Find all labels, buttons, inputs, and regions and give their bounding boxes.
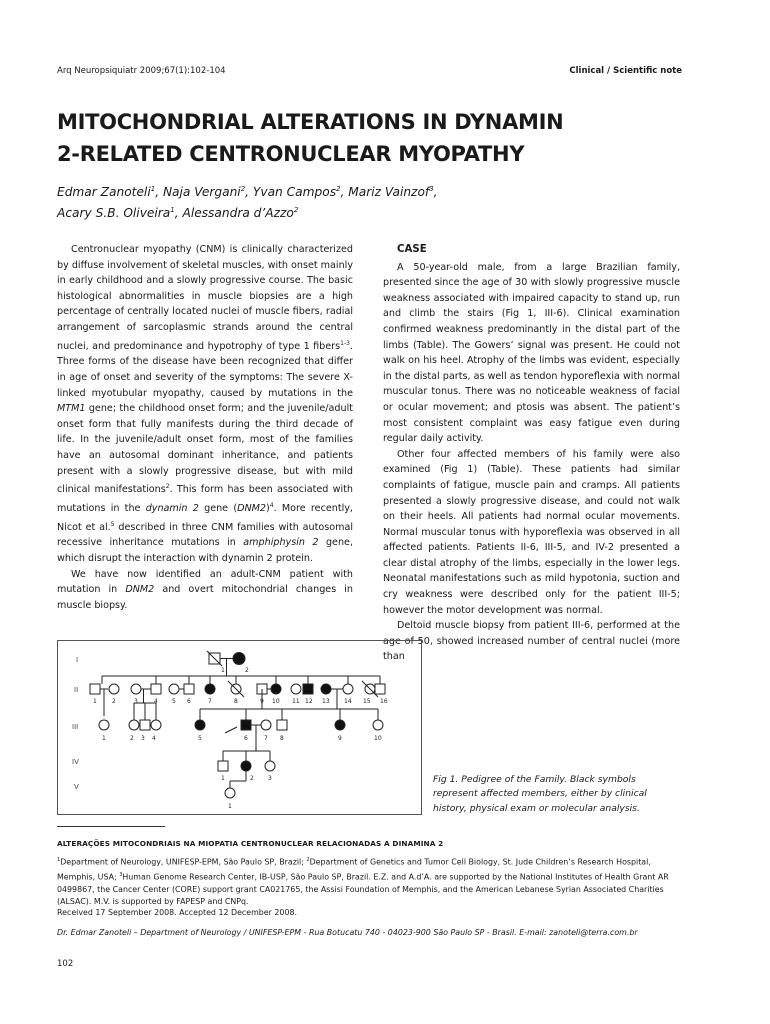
- individual-id: 15: [363, 698, 371, 705]
- author-list: [57, 180, 697, 222]
- individual-id: 14: [344, 698, 352, 705]
- individual-id: 3: [141, 735, 145, 742]
- text-span: Centronuclear myopathy (CNM) is clinically characterized by diffuse involvement of skeletal muscles, with onset mainly in early childhood and a slowly progressive course. The basic histological abnormalities in muscle biopsies are a high percentage of centrally located nuclei of muscle fibers, radial arrangement of sarcoplasmic strands around the central nuclei, and predominance and hypotrophy of type 1 fibers: [57, 244, 353, 352]
- pedigree-female: [291, 684, 301, 694]
- author-affiliation-mark: 3: [429, 185, 434, 193]
- pedigree-male: [90, 684, 100, 694]
- pedigree-female-affected: [241, 761, 251, 771]
- affiliation-text: Human Genome Research Center, IB-USP, São Paulo SP, Brazil. E.Z. and A.d’A. are supported by the National Institutes of Health Grant AR 0499867, the Cancer Center (CORE) support grant CA021765, the Assisi Foundation of Memphis, and the American Lebanese Syrian Associated Charities (ALSAC). M.V. is supported by FAPESP and CNPq.: [57, 872, 669, 907]
- author-separator: ,: [245, 185, 253, 200]
- individual-id: 10: [272, 698, 280, 705]
- pedigree-female: [373, 720, 383, 730]
- generation-label: IV: [72, 758, 79, 766]
- individual-id: 13: [322, 698, 330, 705]
- author-name: Mariz Vainzof: [348, 185, 430, 200]
- affiliation-mark: 3: [119, 871, 123, 878]
- pedigree-female: [261, 720, 271, 730]
- individual-id: 1: [93, 698, 97, 705]
- individual-id: 7: [264, 735, 268, 742]
- pedigree-female: [265, 761, 275, 771]
- affiliation-text: Department of Neurology, UNIFESP-EPM, São Paulo SP, Brazil;: [60, 857, 307, 867]
- individual-id: 16: [380, 698, 388, 705]
- citation-ref: 1-3: [340, 339, 350, 347]
- pedigree-female: [109, 684, 119, 694]
- author-separator: ,: [433, 185, 438, 200]
- title-line-2: 2-RELATED CENTRONUCLEAR MYOPATHY: [57, 142, 525, 166]
- individual-id: 1: [221, 775, 225, 782]
- individual-id: 6: [187, 698, 191, 705]
- text-span: gene, which disrupt the interaction with dynamin 2 protein.: [57, 537, 353, 565]
- pedigree-figure: [57, 640, 422, 815]
- pedigree-female: [169, 684, 179, 694]
- text-span: gene (: [198, 503, 238, 515]
- author-separator: ,: [155, 185, 163, 200]
- individual-id: 9: [338, 735, 342, 742]
- individual-id: 1: [102, 735, 106, 742]
- journal-citation: Arq Neuropsiquiatr 2009;67(1):102-104: [57, 66, 226, 76]
- pedigree-female: [343, 684, 353, 694]
- individual-id: 11: [292, 698, 300, 705]
- left-column: [57, 242, 353, 613]
- figure-caption: Fig 1. Pedigree of the Family. Black symbols represent affected members, either by clinical history, physical exam or molecular analysis.: [433, 774, 647, 814]
- text-span: We have now identified an adult-CNM patient with mutation in: [57, 568, 353, 596]
- affiliations: [57, 854, 685, 908]
- individual-id: 3: [268, 775, 272, 782]
- individual-id: 8: [234, 698, 238, 705]
- author-name: Acary S.B. Oliveira: [57, 206, 171, 221]
- case-paragraph-2: Other four affected members of his family were also examined (Fig 1) (Table). These patients had similar complaints of fatigue, muscle pain and cramps. All patients presented a slowly progressive disease, and could not walk on their heels. All patients had normal ocular movements. Normal muscular tonus with hyporeflexia was observed in all affected patients. Patients II-6, III-5, and IV-2 presented a clear distal atrophy of the limbs, especially in the lower legs. Neonatal manifestations such as mild hypotonia, suction and cry weakness were described only for the patient III-5; however the motor development was normal.: [383, 448, 680, 616]
- gene-name: MTM1: [57, 403, 86, 415]
- pedigree-female-affected: [233, 653, 245, 665]
- correspondence-address: Dr. Edmar Zanoteli – Department of Neurology / UNIFESP-EPM - Rua Botucatu 740 - 04023-900 São Paulo SP - Brasil. E-mail: zanoteli@terra.com.br: [57, 928, 638, 937]
- author-affiliation-mark: 2: [240, 185, 246, 193]
- page-number: 102: [57, 959, 74, 969]
- pedigree-female-affected: [335, 720, 345, 730]
- individual-id: 2: [245, 667, 249, 674]
- text-span: described in three CNM families with autosomal recessive inheritance mutations in: [57, 521, 353, 549]
- individual-id: 2: [250, 775, 254, 782]
- affiliation-mark: 2: [306, 857, 310, 863]
- individual-id: 12: [305, 698, 313, 705]
- affiliation-text: Department of Genetics and Tumor Cell Biology, St. Jude Children’s Research Hospital, Memphis, USA;: [57, 857, 651, 882]
- author-affiliation-mark: 2: [293, 206, 299, 215]
- pedigree-female-affected: [195, 720, 205, 730]
- case-paragraph-3: Deltoid muscle biopsy from patient III-6, performed at the age of 50, showed increased number of central nuclei (more than: [383, 620, 680, 663]
- case-heading: CASE: [397, 244, 427, 255]
- author-name: Yvan Campos: [252, 185, 337, 200]
- pedigree-female-affected: [205, 684, 215, 694]
- individual-id: 2: [112, 698, 116, 705]
- author-affiliation-mark: 2: [336, 185, 341, 193]
- author-separator: ,: [340, 185, 349, 200]
- pedigree-male-affected: [303, 684, 313, 694]
- individual-id: 1: [228, 803, 232, 810]
- pedigree-female: [99, 720, 109, 730]
- pedigree-female: [129, 720, 139, 730]
- title-line-1: MITOCHONDRIAL ALTERATIONS IN DYNAMIN: [57, 110, 564, 134]
- individual-id: 8: [280, 735, 284, 742]
- pedigree-diagram: [58, 641, 421, 814]
- gene-name: amphiphysin 2: [243, 537, 319, 549]
- generation-label: III: [72, 723, 79, 731]
- pedigree-female: [225, 788, 235, 798]
- gene-name: DNM2: [237, 503, 267, 515]
- right-column: [383, 242, 680, 665]
- generation-label: V: [74, 783, 79, 791]
- generation-label: II: [74, 686, 79, 694]
- pedigree-female: [151, 720, 161, 730]
- section-label: Clinical / Scientific note: [569, 66, 682, 76]
- article-title: [57, 106, 697, 170]
- text-span: . This form has been associated with mutations in the: [57, 484, 353, 515]
- individual-id: 4: [154, 698, 158, 705]
- pedigree-female-affected: [321, 684, 331, 694]
- individual-id: 3: [134, 698, 138, 705]
- pedigree-female: [131, 684, 141, 694]
- text-span: ): [266, 503, 270, 515]
- individual-id: 1: [221, 667, 225, 674]
- individual-id: 7: [208, 698, 212, 705]
- pedigree-male: [140, 720, 150, 730]
- individual-id: 4: [152, 735, 156, 742]
- pedigree-female-affected: [271, 684, 281, 694]
- affiliation-mark: 1: [57, 857, 61, 863]
- pedigree-male: [184, 684, 194, 694]
- text-span: gene; the childhood onset form; and the juvenile/adult onset form that fully manifests during the third decade of life. In the juvenile/adult onset form, most of the families have an autosomal dominant inheritance, and patients present with a slowly progressive disease, but with mild clinical manifestations: [57, 403, 353, 496]
- author-name: Edmar Zanoteli: [57, 185, 151, 200]
- individual-id: 5: [198, 735, 202, 742]
- text-span: and overt mitochondrial changes in muscle biopsy.: [57, 584, 353, 611]
- gene-name: dynamin 2: [145, 503, 199, 515]
- citation-ref: 5: [110, 520, 115, 528]
- intro-paragraph-2: [57, 567, 353, 614]
- footnote-divider: [57, 826, 165, 827]
- text-span: . More recently, Nicot et al.: [57, 503, 353, 533]
- author-affiliation-mark: 1: [150, 185, 156, 193]
- text-span: . Three forms of the disease have been recognized that differ in age of onset and severity of the symptoms: The severe X-linked myotubular myopathy, caused by mutations in the: [57, 340, 353, 399]
- author-separator: ,: [174, 206, 183, 221]
- gene-name: DNM2: [125, 584, 155, 596]
- author-name: Naja Vergani: [162, 185, 241, 200]
- individual-id: 2: [130, 735, 134, 742]
- portuguese-title: ALTERAÇÕES MITOCONDRIAIS NA MIOPATIA CENTRONUCLEAR RELACIONADAS A DINAMINA 2: [57, 839, 444, 848]
- citation-ref: 2: [165, 483, 170, 491]
- individual-id: 10: [374, 735, 382, 742]
- author-affiliation-mark: 1: [170, 206, 175, 215]
- pedigree-male: [151, 684, 161, 694]
- case-paragraph-1: A 50-year-old male, from a large Brazilian family, presented since the age of 30 with slowly progressive muscle weakness associated with impaired capacity to stand up, run and climb the stairs (Fig 1, III-6). Clinical examination confirmed weakness predominantly in the distal part of the limbs (Table). The Gowers’ signal was present. He could not walk on his heel. Atrophy of the limbs was evident, especially in the distal parts, as well as tendon hyporeflexia with normal muscular tonus. There was no noticeable weakness of facial or ocular movement; and ptosis was absent. The patient’s most consistent complaint was easy fatigue even during regular daily activity.: [383, 261, 680, 445]
- individual-id: 5: [172, 698, 176, 705]
- pedigree-male-affected-proband: [241, 720, 251, 730]
- individual-id: 9: [260, 698, 264, 705]
- pedigree-male: [375, 684, 385, 694]
- intro-paragraph-1: [57, 242, 353, 567]
- generation-label: I: [76, 656, 79, 664]
- individual-id: 6: [244, 735, 248, 742]
- author-name: Alessandra d’Azzo: [182, 206, 294, 221]
- pedigree-male: [218, 761, 228, 771]
- citation-ref: 4: [269, 501, 274, 509]
- pedigree-male: [277, 720, 287, 730]
- received-date: Received 17 September 2008. Accepted 12 December 2008.: [57, 908, 298, 917]
